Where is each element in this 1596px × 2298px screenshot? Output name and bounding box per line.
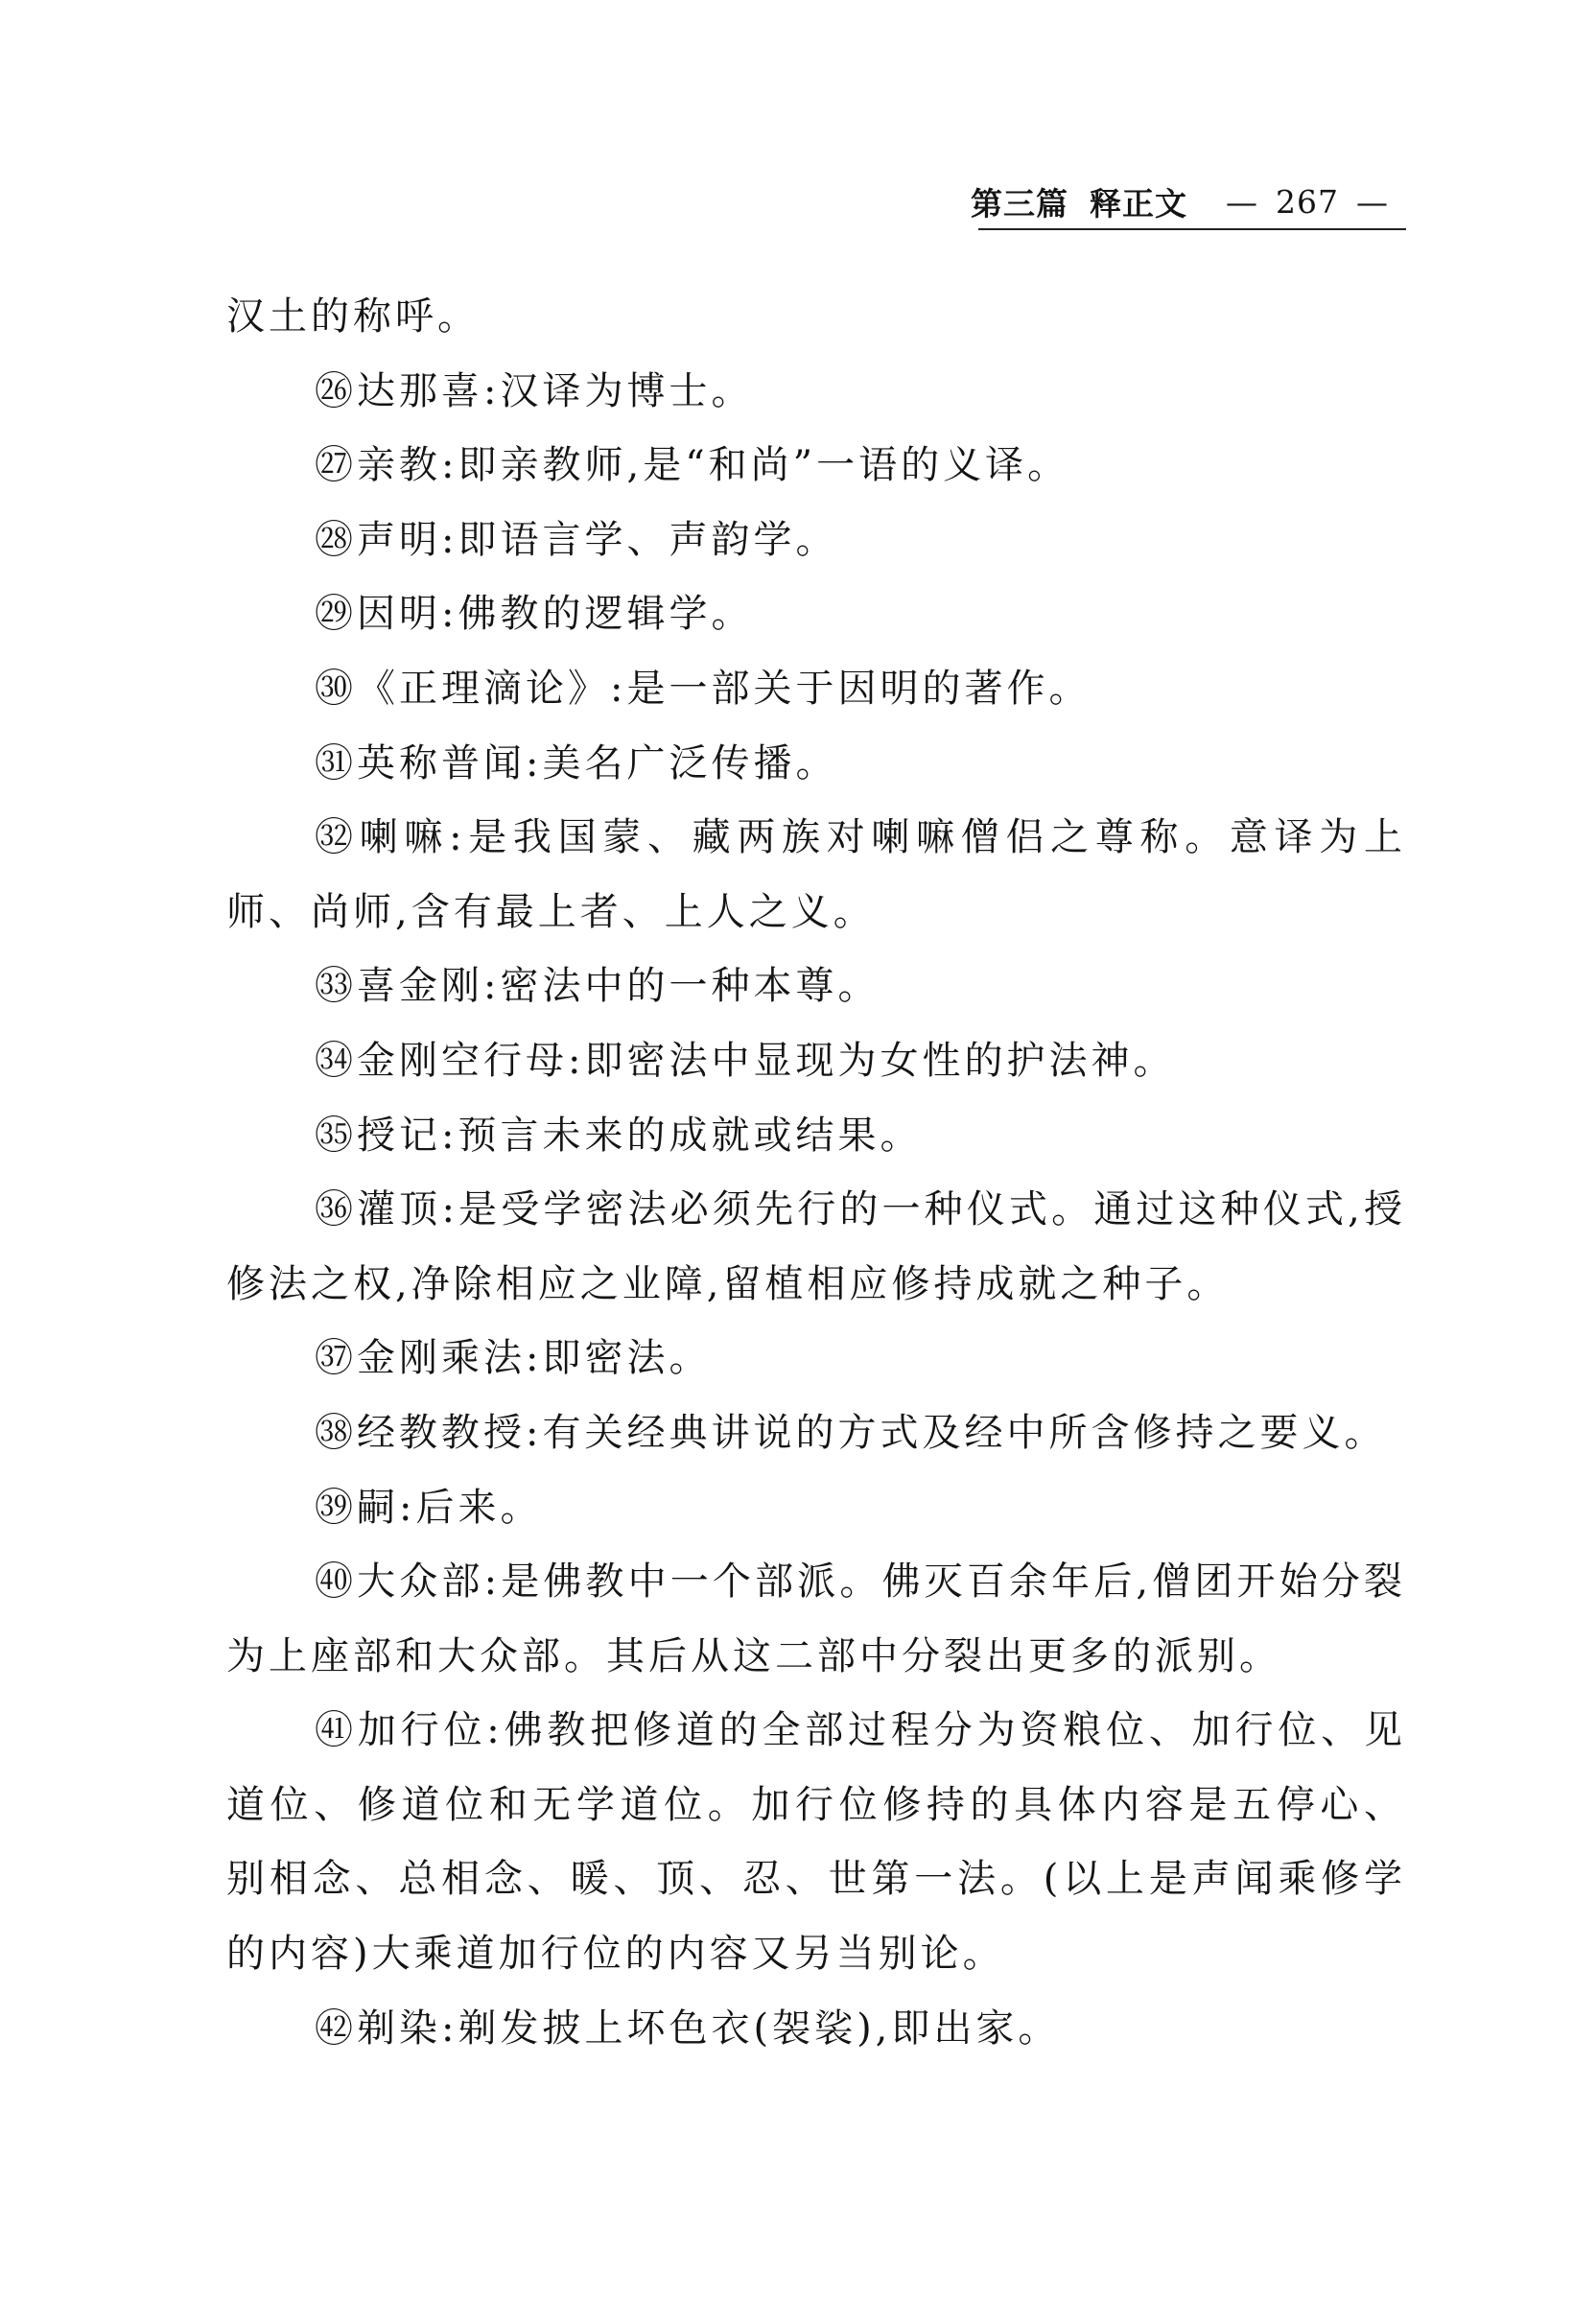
- header-dash-left: —: [1226, 182, 1258, 221]
- note-28: ㉘声明:即语言学、声韵学。: [315, 517, 838, 562]
- notes-body: [226, 280, 1406, 2066]
- note-30: ㉚《正理滴论》:是一部关于因明的著作。: [315, 666, 1091, 711]
- part-title: 第三篇: [971, 184, 1068, 223]
- note-29: ㉙因明:佛教的逻辑学。: [315, 592, 754, 637]
- header-rule: [978, 228, 1406, 230]
- note-32: ㉜喇嘛:是我国蒙、藏两族对喇嘛僧侣之尊称。意译为上师、尚师,含有最上者、上人之义。: [226, 815, 1406, 934]
- header-dash-right: —: [1356, 182, 1389, 221]
- note-26: ㉖达那喜:汉译为博士。: [315, 368, 754, 413]
- note-41: ㊶加行位:佛教把修道的全部过程分为资粮位、加行位、见道位、修道位和无学道位。加行位修持的具体内容是五停心、别相念、总相念、暖、顶、忍、世第一法。(以上是声闻乘修学的内容)大乘道加行位的内容又另当别论。: [226, 1708, 1406, 1977]
- note-39: ㊴嗣:后来。: [315, 1485, 543, 1530]
- note-continuation: 汉土的称呼。: [226, 294, 480, 339]
- note-27: ㉗亲教:即亲教师,是“和尚”一语的义译。: [315, 443, 1070, 488]
- note-36: ㊱灌顶:是受学密法必须先行的一种仪式。通过这种仪式,授修法之权,净除相应之业障,留植相应修持成就之种子。: [226, 1187, 1406, 1306]
- note-31: ㉛英称普闻:美名广泛传播。: [315, 740, 838, 786]
- note-34: ㉞金刚空行母:即密法中显现为女性的护法神。: [315, 1038, 1176, 1083]
- page-number: 267: [1276, 182, 1339, 221]
- note-42: ㊷剃染:剃发披上坏色衣(袈裟),即出家。: [315, 2005, 1061, 2051]
- note-33: ㉝喜金刚:密法中的一种本尊。: [315, 964, 880, 1009]
- note-37: ㊲金刚乘法:即密法。: [315, 1336, 712, 1381]
- note-40: ㊵大众部:是佛教中一个部派。佛灭百余年后,僧团开始分裂为上座部和大众部。其后从这二部中分裂出更多的派别。: [226, 1559, 1406, 1678]
- note-35: ㉟授记:预言未来的成就或结果。: [315, 1113, 923, 1158]
- note-38: ㊳经教教授:有关经典讲说的方式及经中所含修持之要义。: [315, 1410, 1387, 1455]
- running-header: [971, 178, 1406, 224]
- section-title: 释正文: [1090, 184, 1187, 223]
